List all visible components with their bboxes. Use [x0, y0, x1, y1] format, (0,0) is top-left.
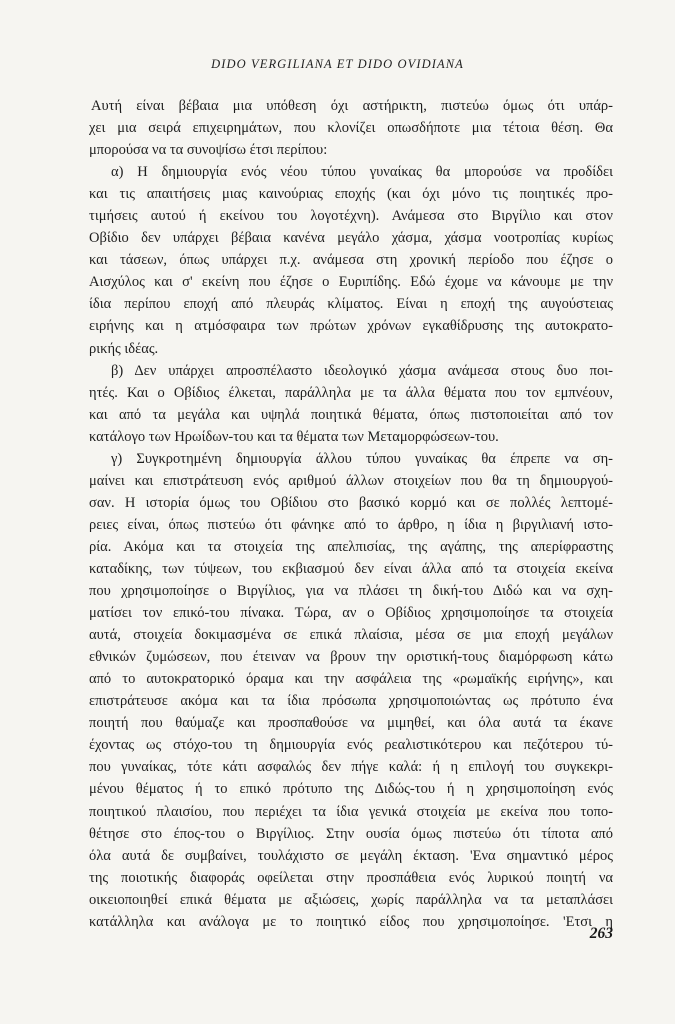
- text-line: Οβίδιο δεν υπάρχει βέβαια κανένα μεγάλο χάσμα, χάσμα νοοτροπίας κυρίως: [89, 230, 613, 247]
- text-line: χει μια σειρά επιχειρημάτων, που κλονίζει οπωσδήποτε μια τέτοια θέση. Θα: [89, 120, 613, 137]
- text-line: όλα αυτά δε συμβαίνει, τουλάχιστο σε μεγάλη έκταση. 'Ενα σημαντικό μέρος: [89, 847, 613, 864]
- paragraph-beta: [89, 360, 613, 448]
- text-line: ειρήνης και η ατμόσφαιρα των πρώτων χρόνων εγκαθίδρυσης της αυτοκρατο-: [89, 318, 613, 335]
- text-line: αυτά, στοιχεία δοκιμασμένα σε επικά πλαίσια, μέσα σε μια εποχή μεγάλων: [89, 627, 613, 644]
- text-line: ίδια περίπου εποχή από πλευράς κλίματος. Είναι η εποχή της αυγούστειας: [89, 296, 613, 313]
- text-line: τιμήσεις αυτού ή εκείνου του λογοτέχνη). Ανάμεσα στο Βιργίλιο και στον: [89, 208, 613, 225]
- text-line: και τάσεων, όπως υπάρχει π.χ. ανάμεσα στη χρονική περίοδο που έζησε ο: [89, 252, 613, 269]
- text-line: εθνικών ζυμώσεων, που έτειναν να βρουν την οριστική-τους διαμόρφωση κάτω: [89, 649, 613, 666]
- text-line: οικειοποιηθεί επικά θέματα με αξιώσεις, χωρίς παράλληλα να τα μεταπλάσει: [89, 891, 613, 908]
- text-line: καταδίκης, των τύψεων, του εκβιασμού δεν είναι άλλα από τα στοιχεία εκείνα: [89, 560, 613, 577]
- paragraph-gamma: [89, 448, 613, 933]
- paragraph: [89, 95, 613, 161]
- text-line: από το αυτοκρατορικό όραμα και την ασφάλεια της «ρωμαϊκής ειρήνης», και: [89, 671, 613, 688]
- page-number: 263: [589, 925, 613, 942]
- text-line: που γυναίκας, τότε κάτι ασφαλώς δεν πήγε καλά: ή η επιλογή του συγκεκρι-: [89, 759, 613, 776]
- text-line: ρειες είναι, όπως πιστεύω ότι φάνηκε από το άρθρο, η ίδια η βιργιλιανή ιστο-: [89, 516, 613, 533]
- text-line: κατάλληλα και ανάλογα με το ποιητικό είδος που χρησιμοποίησε. 'Ετσι η: [89, 913, 613, 930]
- text-line: ρία. Ακόμα και τα στοιχεία της απελπισίας, της αγάπης, της απερίφραστης: [89, 538, 613, 555]
- text-line: Αισχύλος και σ' εκείνη που έζησε ο Ευριπίδης. Εδώ έχομε να κάνουμε με την: [89, 274, 613, 291]
- text-line: της ποιοτικής διαφοράς οφείλεται στην προσπάθεια ενός λυρικού ποιητή να: [89, 869, 613, 886]
- text-line: ποιητικού πλαισίου, που περιέχει τα ίδια γενικά στοιχεία με εκείνα που τοπο-: [89, 803, 613, 820]
- text-line: ποιητή που θαύμαζε και προσπαθούσε να μιμηθεί, και όλα αυτά τα έκανε: [89, 715, 613, 732]
- text-line: μπορούσα να τα συνοψίσω έτσι περίπου:: [89, 142, 328, 159]
- text-line: μαίνει και επιστράτευση ενός αριθμού άλλων στοιχείων που θα τη δημιουργού-: [89, 472, 613, 489]
- text-line: και από τα μεγάλα και υψηλά ποιητικά θέματα, όπως πιστοποιείται από τον: [89, 406, 613, 423]
- text-line: και τις απαιτήσεις μιας καινούριας εποχής (και όχι μόνο τις ποιητικές προ-: [89, 186, 613, 203]
- text-line: ματίσει τον επικό-του πίνακα. Τώρα, αν ο Οβίδιος χρησιμοποίησε τα στοιχεία: [89, 605, 613, 622]
- text-line: ητές. Και ο Οβίδιος έλκεται, παράλληλα με τα άλλα θέματα που τον εμπνέουν,: [89, 384, 613, 401]
- text-line: κατάλογο των Ηρωίδων-του και τα θέματα των Μεταμορφώσεων-του.: [89, 428, 499, 445]
- text-line: που χρησιμοποίησε ο Βιργίλιος, για να πλάσει τη δική-του Διδώ και να σχη-: [89, 583, 613, 600]
- text-line: Αυτή είναι βέβαια μια υπόθεση όχι αστήρικτη, πιστεύω όμως ότι υπάρ-: [91, 98, 613, 114]
- body-text: [89, 95, 613, 933]
- text-line: σαν. Η ιστορία όμως του Οβίδιου στο βασικό κορμό και σε πολλές λεπτομέ-: [89, 494, 613, 511]
- text-line: έχοντας ως στόχο-του τη δημιουργία ενός ρεαλιστικότερου και πεζότερου τύ-: [89, 737, 613, 754]
- paragraph-alpha: [89, 161, 613, 359]
- text-line: επιστράτευσε ακόμα και τα ίδια πρόσωπα χρησιμοποιώντας ως πρότυπο ένα: [89, 693, 613, 710]
- text-line: μένου θέματος ή το επικό πρότυπο της Διδώς-του ή η χρησιμοποίηση ενός: [89, 781, 613, 798]
- text-line: α) Η δημιουργία ενός νέου τύπου γυναίκας θα μπορούσε να προδίδει: [111, 164, 613, 181]
- running-head: DIDO VERGILIANA ET DIDO OVIDIANA: [211, 57, 464, 71]
- text-line: γ) Συγκροτημένη δημιουργία άλλου τύπου γυναίκας θα έπρεπε να ση-: [111, 450, 613, 467]
- text-line: ρικής ιδέας.: [89, 340, 159, 357]
- text-line: θέτησε στο έπος-του ο Βιργίλιος. Στην ουσία όμως πιστεύω ότι τίποτα από: [89, 825, 613, 842]
- text-line: β) Δεν υπάρχει απροσπέλαστο ιδεολογικό χάσμα ανάμεσα στους δυο ποι-: [111, 362, 613, 379]
